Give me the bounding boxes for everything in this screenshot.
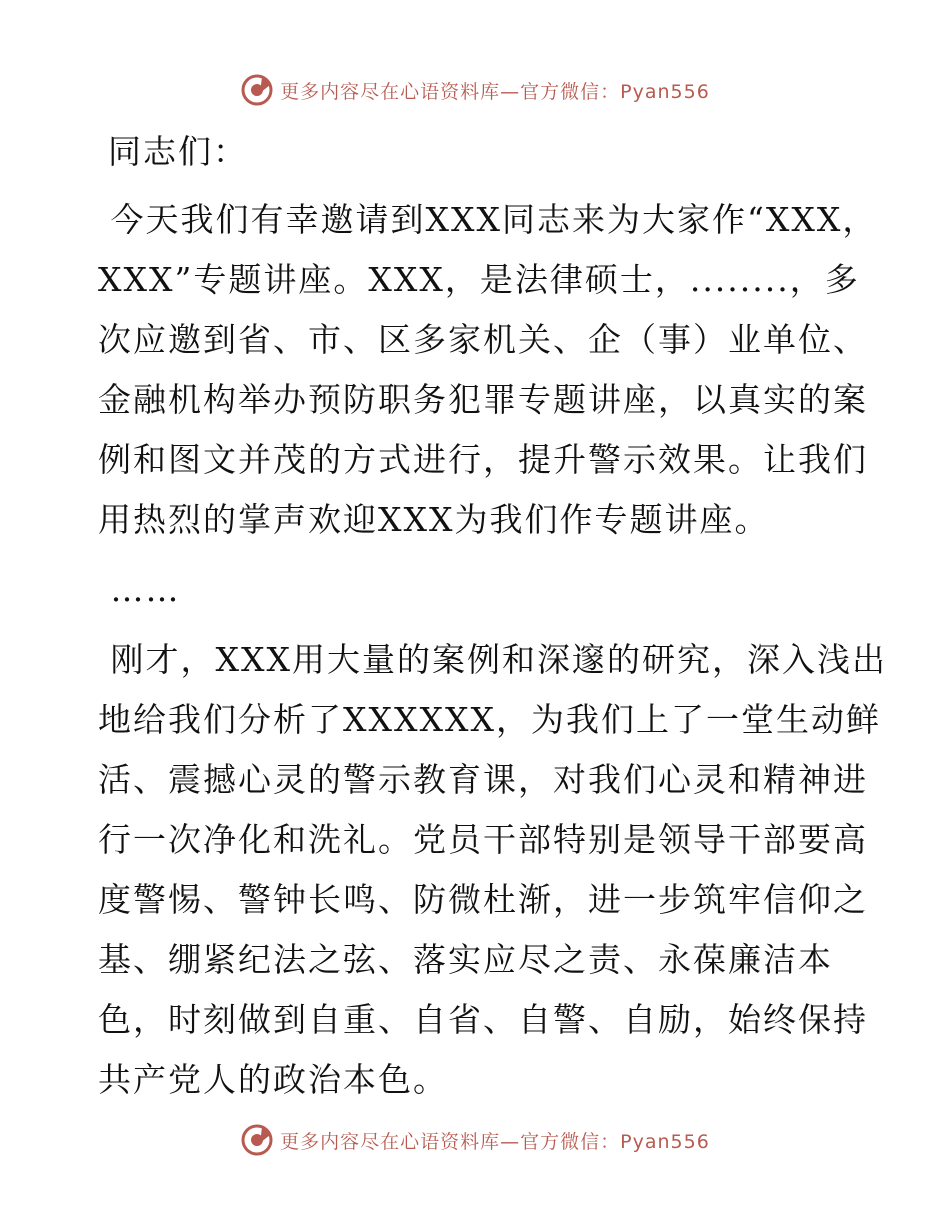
- ellipsis: ……: [98, 570, 181, 609]
- paragraph-introduction: [98, 190, 878, 550]
- paragraph-line: 行一次净化和洗礼。党员干部特别是领导干部要高: [98, 820, 868, 859]
- greeting: 同志们：: [108, 132, 248, 171]
- paragraph-line: 今天我们有幸邀请到XXX同志来为大家作“XXX，: [98, 200, 878, 239]
- pen-logo-icon: [240, 73, 274, 107]
- paragraph-line: 刚才，XXX用大量的案例和深邃的研究，深入浅出: [98, 640, 887, 679]
- paragraph-line: 基、绷紧纪法之弦、落实应尽之责、永葆廉洁本: [98, 940, 833, 979]
- paragraph-line: 共产党人的政治本色。: [98, 1060, 448, 1099]
- paragraph-line: 色，时刻做到自重、自省、自警、自励，始终保持: [98, 1000, 868, 1039]
- paragraph-line: 例和图文并茂的方式进行，提升警示效果。让我们: [98, 440, 868, 479]
- paragraph-line: XXX”专题讲座。XXX，是法律硕士，........，多: [98, 260, 860, 299]
- footer-watermark: [0, 1120, 950, 1160]
- watermark-text: 更多内容尽在心语资料库—官方微信：Pyan556: [280, 1130, 710, 1153]
- header-watermark: [0, 70, 950, 110]
- paragraph-line: 金融机构举办预防职务犯罪专题讲座，以真实的案: [98, 380, 868, 419]
- paragraph-line: 活、震撼心灵的警示教育课，对我们心灵和精神进: [98, 760, 868, 799]
- paragraph-line: 次应邀到省、市、区多家机关、企（事）业单位、: [98, 320, 868, 359]
- paragraph-conclusion: [98, 630, 887, 1110]
- paragraph-line: 用热烈的掌声欢迎XXX为我们作专题讲座。: [98, 500, 770, 539]
- letter-body: [98, 122, 887, 1110]
- pen-logo-icon: [240, 1123, 274, 1157]
- watermark-text: 更多内容尽在心语资料库—官方微信：Pyan556: [280, 80, 710, 103]
- paragraph-line: 地给我们分析了XXXXXX，为我们上了一堂生动鲜: [98, 700, 881, 739]
- paragraph-line: 度警惕、警钟长鸣、防微杜渐，进一步筑牢信仰之: [98, 880, 868, 919]
